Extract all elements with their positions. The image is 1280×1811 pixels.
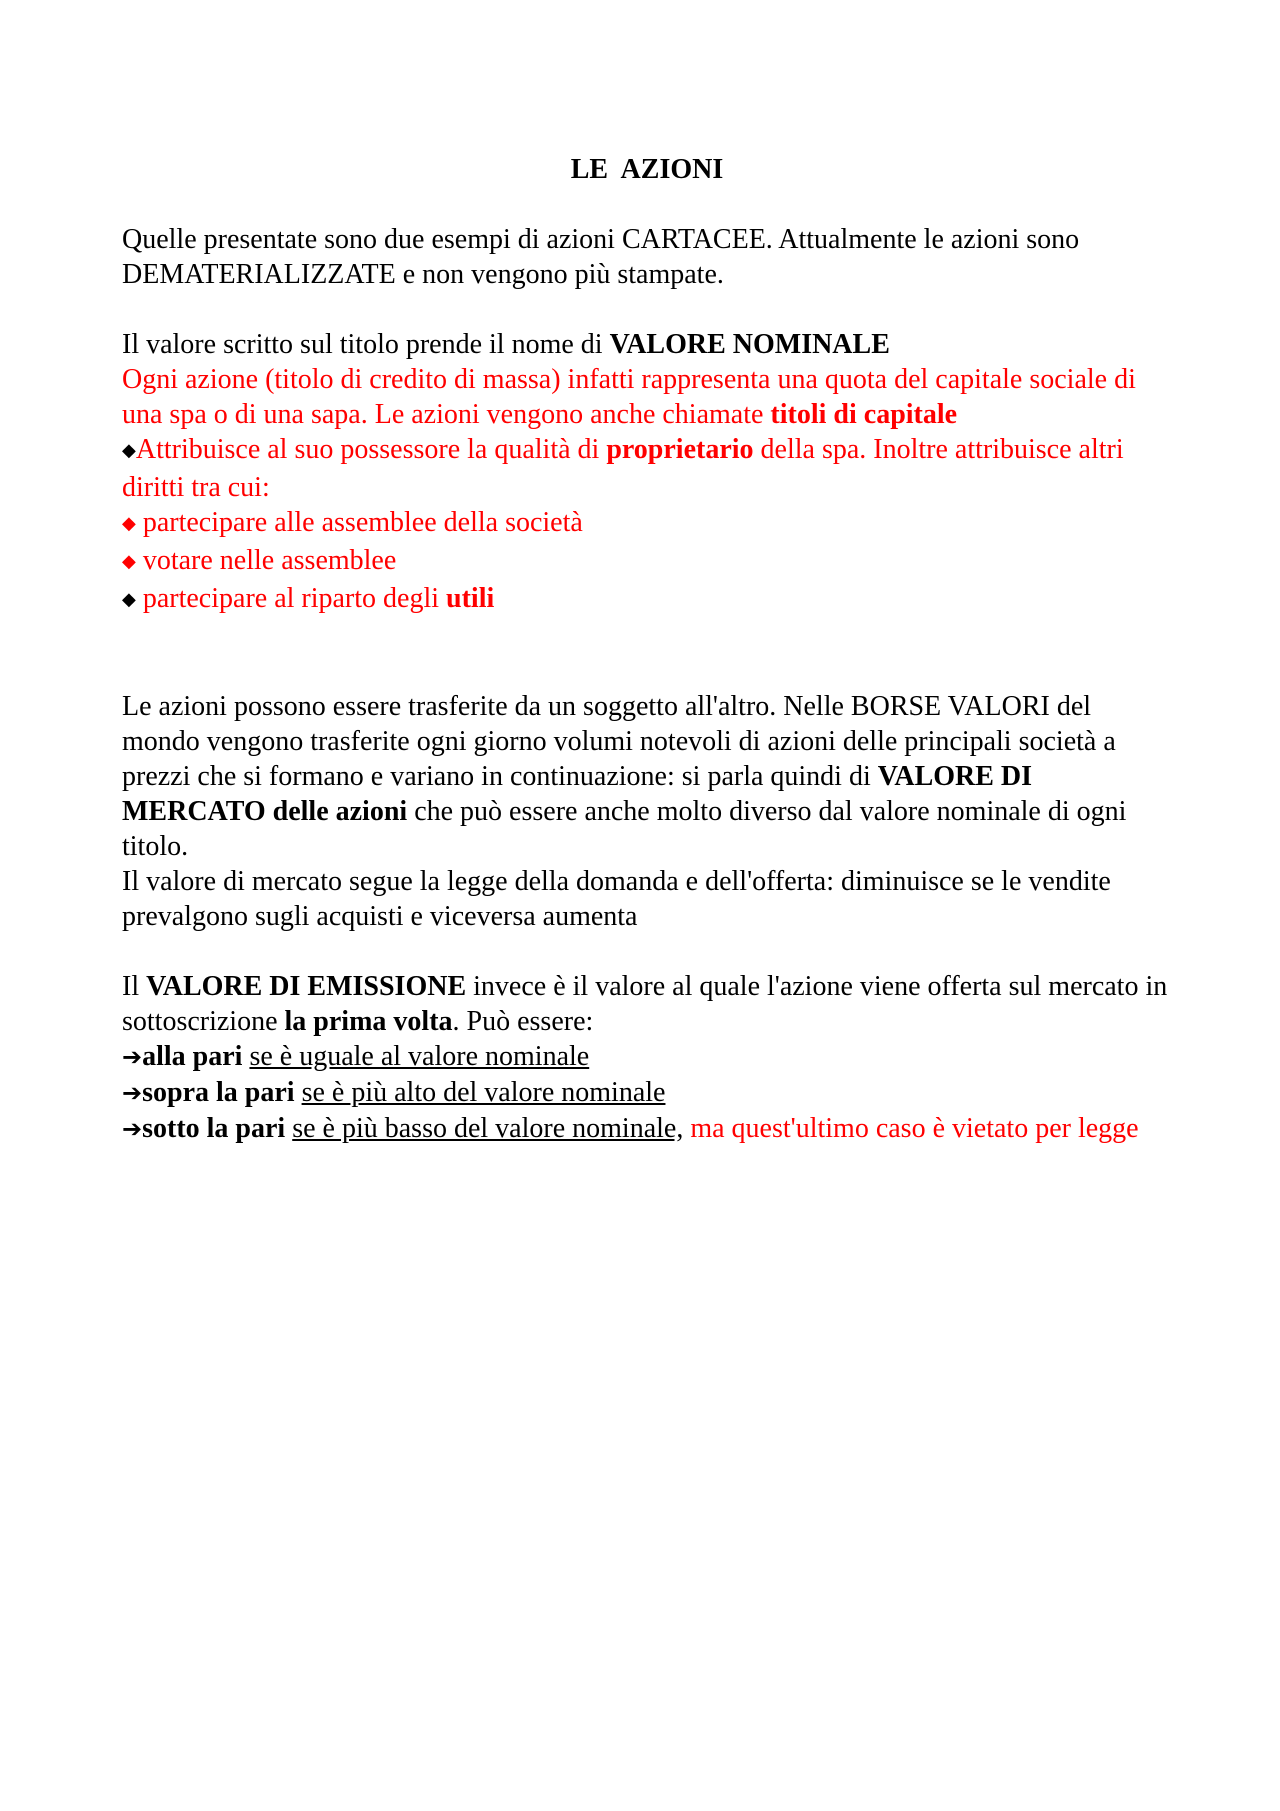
item-term: sotto la pari	[142, 1113, 286, 1144]
bullet-text: votare nelle assemblee	[135, 545, 397, 576]
paragraph-cartacee: Quelle presentate sono due esempi di azioni CARTACEE. Attualmente le azioni sono DEMATERIALIZZATE e non vengono più stampate.	[122, 224, 1080, 290]
valore-mercato-term: VALORE DI MERCATO delle azioni	[122, 761, 1033, 827]
diamond-icon: ◆	[122, 513, 136, 533]
emissione-text-3: . Può essere:	[452, 1006, 594, 1037]
arrow-right-icon: ➔	[122, 1043, 143, 1071]
list-item	[122, 543, 1172, 581]
quota-capitale-text: Ogni azione (titolo di credito di massa) infatti rappresenta una quota del capitale sociale di una spa o di una sapa. Le azioni vengono anche chiamate	[122, 364, 1136, 430]
paragraph-domanda-offerta: Il valore di mercato segue la legge della domanda e dell'offerta: diminuisce se le vendite prevalgono sugli acquisti e viceversa aumenta	[122, 866, 1111, 932]
list-item	[122, 1111, 1172, 1147]
bullet-text: partecipare al riparto degli	[135, 583, 447, 614]
paragraph-valore-emissione	[122, 969, 1172, 1039]
item-term: sopra la pari	[142, 1077, 295, 1108]
list-item	[122, 581, 1172, 619]
item-definition: se è più alto del valore nominale	[301, 1077, 666, 1108]
bullet-text: partecipare alle assemblee della società	[135, 507, 583, 538]
paragraph-borse-valori	[122, 689, 1172, 864]
item-note: ma quest'ultimo caso è vietato per legge	[683, 1113, 1139, 1144]
emissione-text-2: invece è il valore al quale l'azione viene offerta sul mercato in sottoscrizione	[122, 971, 1168, 1037]
diamond-icon: ◆	[122, 551, 136, 571]
borse-valori-text-2: che può essere anche molto diverso dal valore nominale di ogni titolo.	[122, 796, 1127, 862]
list-item	[122, 1075, 1172, 1111]
emissione-text-1: Il	[122, 971, 147, 1002]
item-term: alla pari	[142, 1041, 243, 1072]
paragraph-quota-capitale	[122, 362, 1172, 432]
valore-nominale-term: VALORE NOMINALE	[609, 329, 890, 360]
list-item	[122, 505, 1172, 543]
proprietario-text-2: della spa. Inoltre attribuisce altri diritti tra cui:	[122, 434, 1124, 503]
borse-valori-text-1: Le azioni possono essere trasferite da un soggetto all'altro. Nelle BORSE VALORI del mondo vengono trasferite ogni giorno volumi notevoli di azioni delle principali società a prezzi che si formano e variano in continuazione: si parla quindi di	[122, 691, 1116, 792]
arrow-right-icon: ➔	[122, 1079, 143, 1107]
paragraph-valore-nominale	[122, 327, 1172, 362]
titoli-capitale-term: titoli di capitale	[770, 399, 958, 430]
page-title: LE AZIONI	[570, 154, 724, 185]
valore-nominale-intro: Il valore scritto sul titolo prende il nome di	[122, 329, 610, 360]
valore-emissione-term: VALORE DI EMISSIONE	[146, 971, 467, 1002]
arrow-right-icon: ➔	[122, 1115, 143, 1143]
prima-volta-term: la prima volta	[284, 1006, 453, 1037]
item-definition: se è più basso del valore nominale,	[292, 1113, 684, 1144]
proprietario-term: proprietario	[606, 434, 754, 465]
diamond-icon: ◆	[122, 440, 136, 460]
item-definition: se è uguale al valore nominale	[249, 1041, 590, 1072]
list-item	[122, 1039, 1172, 1075]
utili-term: utili	[446, 583, 495, 614]
proprietario-text-1: Attribuisce al suo possessore la qualità di	[135, 434, 607, 465]
document-body	[122, 152, 1172, 1147]
paragraph-proprietario	[122, 432, 1172, 505]
diamond-icon: ◆	[122, 589, 136, 609]
